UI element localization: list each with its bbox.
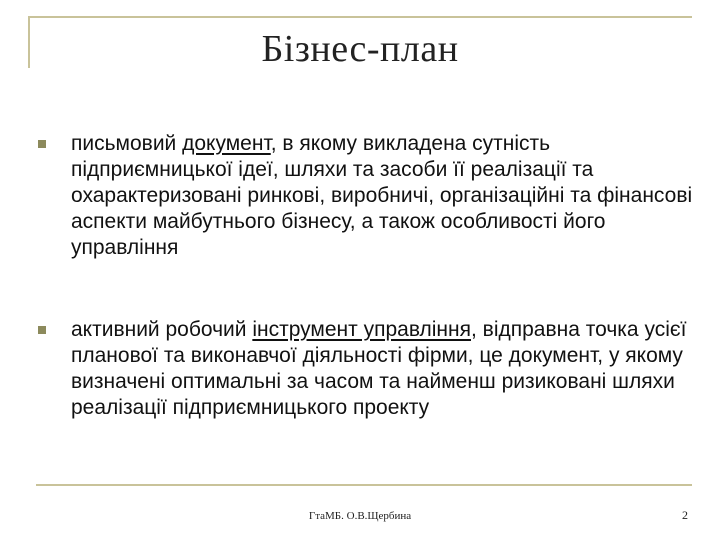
bullet-1-text-after: , в якому викладена сутність підприємницької ідеї, шляхи та засоби її реалізації та охарактеризовані ринкові, виробничі, організаційні та фінансові аспекти майбутнього бізнесу, а також особливості його управління [71, 132, 693, 259]
page-number: 2 [682, 508, 688, 522]
bullet-item-2 [38, 317, 698, 421]
link-document[interactable]: документ [182, 132, 271, 155]
square-bullet-icon [38, 140, 46, 148]
frame-top-line [28, 16, 692, 18]
bullet-text-2 [71, 317, 698, 421]
square-bullet-icon [38, 326, 46, 334]
bullet-text-1 [71, 131, 698, 261]
footer-author: ГтаМБ. О.В.Щербина [308, 510, 412, 522]
footer-divider [36, 484, 692, 486]
bullet-1-text-before: письмовий [71, 132, 183, 155]
slide-title: Бізнес-план [261, 28, 459, 70]
bullet-2-text-after: , відправна точка усієї планової та виконавчої діяльності фірми, це документ, у якому визначені оптимальні за часом та найменш ризиковані шляхи реалізації підприємницького проекту [71, 318, 687, 419]
link-management-tool[interactable]: інструмент управління [252, 318, 471, 341]
bullet-item-1 [38, 131, 698, 261]
bullet-2-text-before: активний робочий [71, 318, 253, 341]
